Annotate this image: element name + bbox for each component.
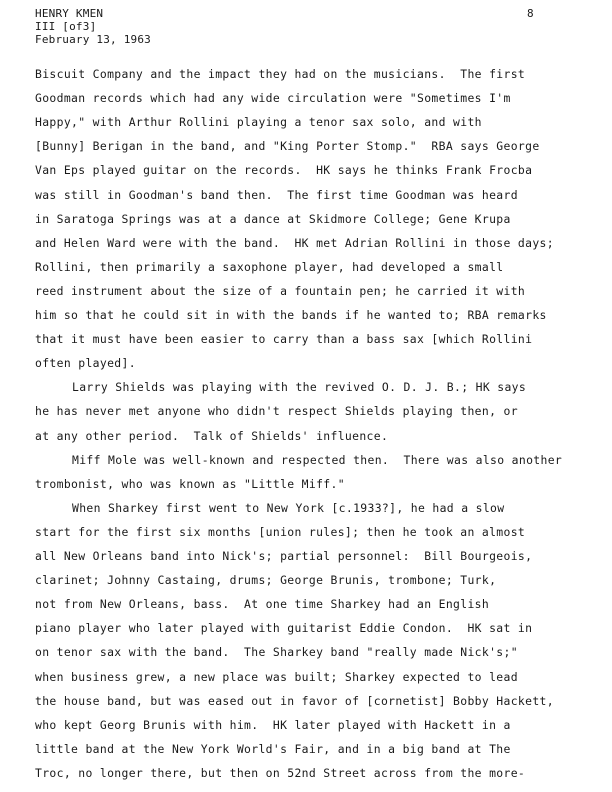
text-line: was still in Goodman's band then. The first time Goodman was heard bbox=[35, 187, 518, 202]
text-line: start for the first six months [union rules]; then he took an almost bbox=[35, 524, 526, 539]
text-line: who kept Georg Brunis with him. HK later played with Hackett in a bbox=[35, 717, 511, 732]
text-line: all New Orleans band into Nick's; partial personnel: Bill Bourgeois, bbox=[35, 549, 533, 563]
header-date: February 13, 1963 bbox=[35, 33, 151, 46]
text-line: often played]. bbox=[35, 356, 136, 371]
text-line: clarinet; Johnny Castaing, drums; George Brunis, trombone; Turk, bbox=[35, 573, 497, 588]
header-section: III [of3] bbox=[35, 20, 97, 33]
page-header bbox=[35, 7, 151, 46]
text-line: Miff Mole was well-known and respected then. There was also another bbox=[72, 452, 563, 467]
text-line: not from New Orleans, bass. At one time Sharkey had an English bbox=[35, 597, 490, 612]
text-line: Larry Shields was playing with the revived O. D. J. B.; HK says bbox=[72, 380, 527, 395]
text-line: Goodman records which had any wide circulation were "Sometimes I'm bbox=[35, 91, 511, 106]
text-line: he has never met anyone who didn't respect Shields playing then, or bbox=[35, 404, 518, 419]
page-number: 8 bbox=[527, 7, 534, 20]
text-line: Biscuit Company and the impact they had on the musicians. The first bbox=[35, 67, 526, 81]
text-line: that it must have been easier to carry than a bass sax [which Rollini bbox=[35, 332, 533, 347]
text-line: in Saratoga Springs was at a dance at Skidmore College; Gene Krupa bbox=[35, 211, 511, 226]
text-line: Van Eps played guitar on the records. HK says he thinks Frank Frocba bbox=[35, 163, 533, 178]
header-author: HENRY KMEN bbox=[35, 7, 104, 20]
text-line: him so that he could sit in with the bands if he wanted to; RBA remarks bbox=[35, 308, 547, 322]
text-line: when business grew, a new place was built; Sharkey expected to lead bbox=[35, 669, 518, 684]
text-line: Troc, no longer there, but then on 52nd Street across from the more- bbox=[35, 765, 526, 780]
text-line: reed instrument about the size of a fountain pen; he carried it with bbox=[35, 283, 526, 298]
text-line: trombonist, who was known as "Little Miff." bbox=[35, 476, 345, 491]
text-line: on tenor sax with the band. The Sharkey band "really made Nick's;" bbox=[35, 645, 518, 660]
text-line: When Sharkey first went to New York [c.1933?], he had a slow bbox=[72, 500, 505, 515]
text-line: the house band, but was eased out in favor of [cornetist] Bobby Hackett, bbox=[35, 693, 554, 708]
text-line: piano player who later played with guitarist Eddie Condon. HK sat in bbox=[35, 621, 533, 636]
text-line: little band at the New York World's Fair, and in a big band at The bbox=[35, 741, 511, 756]
text-line: and Helen Ward were with the band. HK met Adrian Rollini in those days; bbox=[35, 235, 554, 250]
text-line: at any other period. Talk of Shields' influence. bbox=[35, 428, 389, 443]
text-line: [Bunny] Berigan in the band, and "King Porter Stomp." RBA says George bbox=[35, 139, 540, 154]
text-line: Rollini, then primarily a saxophone player, had developed a small bbox=[35, 259, 504, 274]
text-line: Happy," with Arthur Rollini playing a tenor sax solo, and with bbox=[35, 115, 482, 130]
